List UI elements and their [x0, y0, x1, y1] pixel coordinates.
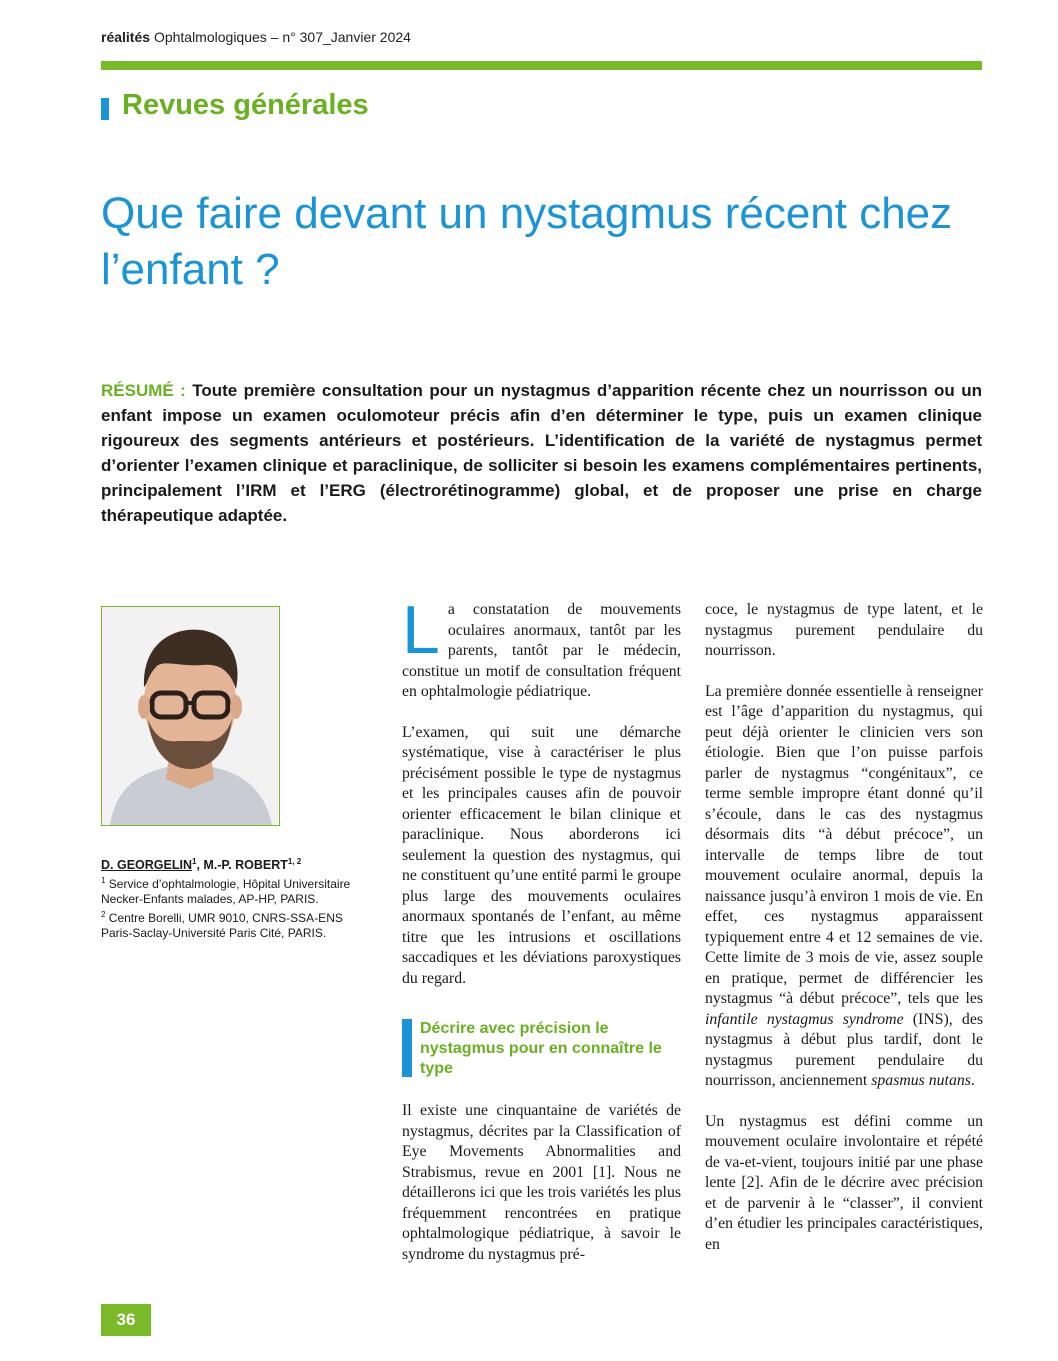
author-affiliation-ref: 1, 2	[287, 857, 302, 866]
paragraph-text: a constatation de mouvements oculaires anormaux, tantôt par les parents, tantôt par le médecin, constitue un motif de consultation fréquent en ophtalmologie pédiatrique.	[402, 601, 681, 700]
subheading	[402, 1019, 681, 1079]
affiliation-number: 1	[101, 876, 106, 886]
affiliation-number: 2	[101, 910, 106, 920]
paragraph	[402, 592, 681, 703]
author-name: D. GEORGELIN	[101, 858, 192, 873]
subheading-text: Décrire avec précision le nystagmus pour en connaître le type	[420, 1020, 662, 1077]
affiliation-2	[101, 907, 371, 941]
paragraph-text: .	[970, 1072, 975, 1089]
paragraph: L’examen, qui suit une démarche systématique, vise à caractériser le plus précisément possible le type de nystagmus et les principales causes afin de pouvoir orienter efficacement le bilan clinique et paraclinique. Nous aborderons ici seulement la question des nystagmus, qui ne constituent qu’une entité parmi le groupe plus large des mouvements oculaires anormaux spontanés de l’enfant, au même titre que les intrusions et oscillations saccadiques et les déviations paroxystiques du regard.	[402, 723, 681, 987]
affiliation-text: Service d’ophtalmologie, Hôpital Universitaire Necker-Enfants malades, AP-HP, PARIS.	[101, 877, 351, 907]
section-marker	[101, 98, 109, 120]
subheading-marker	[402, 1019, 412, 1077]
affiliation-text: Centre Borelli, UMR 9010, CNRS-SSA-ENS Paris-Saclay-Université Paris Cité, PARIS.	[101, 911, 343, 941]
paragraph	[705, 682, 983, 1092]
abstract	[101, 378, 982, 528]
paragraph: Un nystagmus est défini comme un mouvement oculaire involontaire et répété de va-et-vient, toujours initié par une phase lente [2]. Afin de le décrire avec précision et de parvenir à le “classer”, il convient d’en étudier les principales caractéristiques, en	[705, 1112, 983, 1253]
abstract-label: RÉSUMÉ :	[101, 381, 186, 400]
abstract-text: Toute première consultation pour un nystagmus d’apparition récente chez un nourrisson ou un enfant impose un examen oculomoteur précis afin d’en déterminer le type, puis un examen clinique rigoureux des segments antérieurs et postérieurs. L’identification de la variété de nystagmus permet d’orienter l’examen clinique et paraclinique, de solliciter si besoin les examens complémentaires pertinents, principalement l’IRM et l’ERG (électrorétinogramme) global, et de proposer une prise en charge thérapeutique adaptée.	[101, 381, 982, 525]
paragraph-text: La première donnée essentielle à renseigner est l’âge d’apparition du nystagmus, qui peut déjà orienter le clinicien vers son étiologie. Bien que l’on puisse parfois parler de nystagmus “congénitaux”, ce terme semble impropre étant donné qu’il s’écoule, dans le cas des nystagmus désormais dits “à début précoce”, un intervalle de temps libre de tout mouvement oculaire anormal, depuis la naissance jusqu’à environ 1 mois de vie. En effet, ces nystagmus apparaissent typiquement entre 4 et 12 semaines de vie. Cette limite de 3 mois de vie, assez souple en pratique, permet de différencier les nystagmus “à début précoce”, tels que les	[705, 682, 983, 1007]
journal-issue: Ophtalmologiques – n° 307_Janvier 2024	[153, 29, 411, 45]
author-names	[101, 854, 371, 873]
paragraph-text: (INS), des nystagmus à début plus tardif, dont le nystagmus purement pendulaire du nourrisson, anciennement	[705, 1010, 983, 1089]
body-column-middle	[402, 592, 681, 1285]
body-column-right	[705, 600, 983, 1275]
page-number: 36	[101, 1304, 151, 1336]
author-name: , M.-P. ROBERT	[196, 858, 288, 873]
author-affiliation-ref: 1	[191, 857, 197, 866]
journal-brand: réalités	[101, 29, 151, 45]
affiliation-1	[101, 873, 371, 907]
drop-cap: L	[402, 592, 440, 668]
paragraph: coce, le nystagmus de type latent, et le nystagmus purement pendulaire du nourrisson.	[705, 601, 983, 659]
article-title: Que faire devant un nystagmus récent chez l’enfant ?	[101, 189, 953, 294]
header-rule	[101, 61, 982, 70]
section-title: Revues générales	[122, 89, 369, 121]
paragraph: Il existe une cinquantaine de variétés de nystagmus, décrites par la Classification of Eye Movements Abnormalities and Strabismus, revue en 2001 [1]. Nous ne détaillerons ici que les trois variétés les plus fréquemment rencontrées en pratique ophtalmologique pédiatrique, à savoir le syndrome du nystagmus pré-	[402, 1102, 681, 1263]
author-block	[101, 854, 371, 941]
emphasis: spasmus nutans	[871, 1072, 971, 1089]
author-photo	[101, 606, 280, 826]
running-header	[101, 29, 411, 45]
emphasis: infantile nystagmus syndrome	[705, 1010, 904, 1028]
author-portrait-illustration	[102, 607, 279, 825]
